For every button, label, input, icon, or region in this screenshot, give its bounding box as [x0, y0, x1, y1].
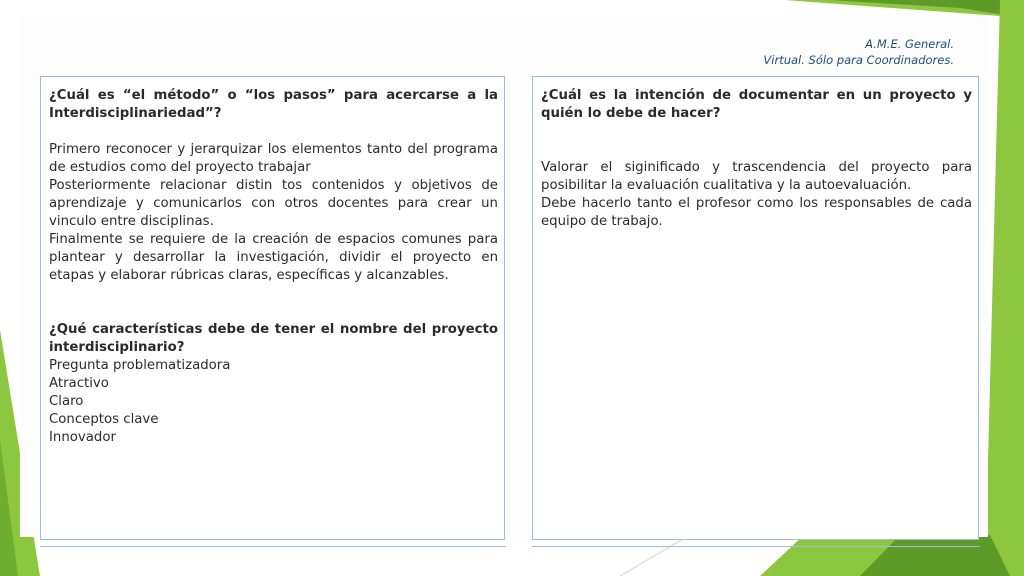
- header-line-2: Virtual. Sólo para Coordinadores.: [763, 53, 954, 67]
- decor-line: [620, 535, 690, 576]
- slide-header: [763, 36, 954, 68]
- list-item: Claro: [49, 394, 84, 409]
- paragraph-second: Posteriormente relacionar distin tos contenidos y objetivos de aprendizaje y comunicarlos con otros docentes para crear un vinculo entre disciplinas.: [49, 178, 498, 229]
- right-content-box: [532, 76, 979, 540]
- slide-panel: [20, 16, 988, 537]
- right-green-band: [985, 0, 1024, 576]
- question-method: ¿Cuál es “el método” o “los pasos” para acercarse a la Interdisciplinariedad”?: [49, 88, 498, 121]
- list-item: Atractivo: [49, 376, 109, 391]
- list-item: Conceptos clave: [49, 412, 159, 427]
- list-item: Innovador: [49, 430, 116, 445]
- paragraph-who: Debe hacerlo tanto el profesor como los responsables de cada equipo de trabajo.: [541, 196, 972, 229]
- box-bottom-line: [532, 546, 980, 547]
- paragraph-third: Finalmente se requiere de la creación de espacios comunes para plantear y desarrollar la investigación, dividir el proyecto en etapas y elaborar rúbricas claras, específicas y alcanzables.: [49, 232, 498, 283]
- list-item: Pregunta problematizadora: [49, 358, 231, 373]
- box-bottom-line: [40, 546, 506, 547]
- question-documentation: ¿Cuál es la intención de documentar en un proyecto y quién lo debe de hacer?: [541, 88, 972, 121]
- paragraph-first: Primero reconocer y jerarquizar los elementos tanto del programa de estudios como del proyecto trabajar: [49, 142, 498, 175]
- question-characteristics: ¿Qué características debe de tener el nombre del proyecto interdisciplinario?: [49, 322, 498, 355]
- header-line-1: A.M.E. General.: [865, 37, 954, 51]
- characteristics-list: [49, 357, 498, 447]
- left-content-box: [40, 76, 505, 540]
- paragraph-value: Valorar el siginificado y trascendencia del proyecto para posibilitar la evaluación cualitativa y la autoevaluación.: [541, 160, 972, 193]
